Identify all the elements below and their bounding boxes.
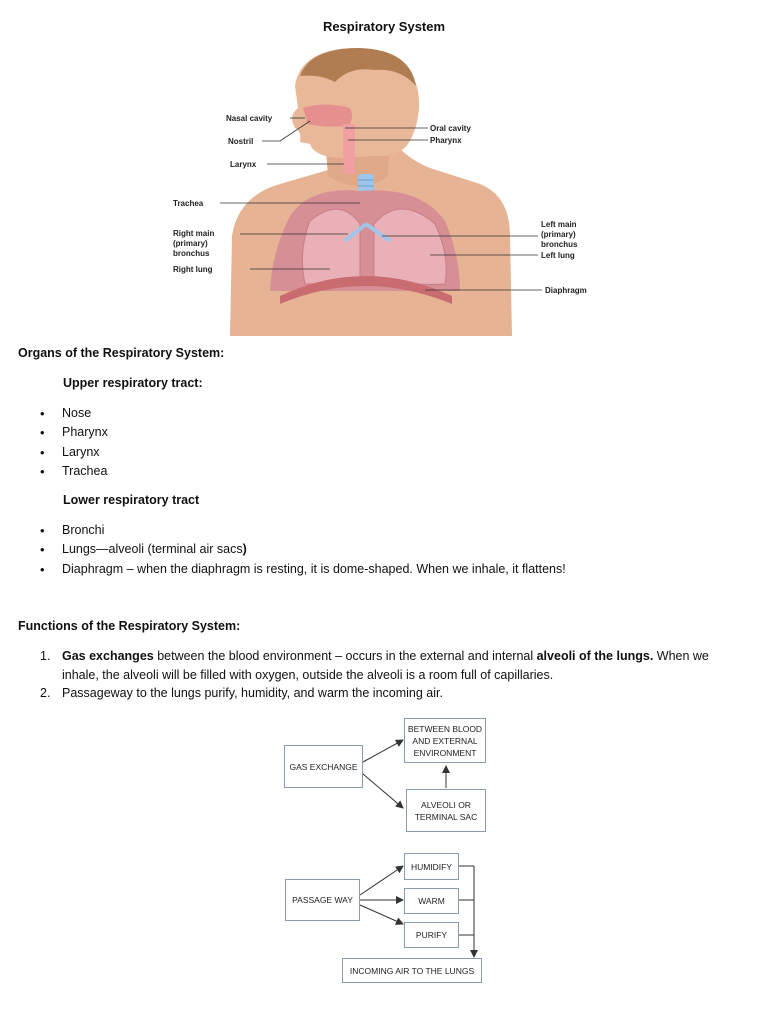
lungs-paren: ) — [242, 542, 247, 557]
list-item: • Bronchi — [18, 521, 566, 540]
warm-label: WARM — [418, 896, 445, 906]
incoming-air-label: INCOMING AIR TO THE LUNGS — [349, 965, 475, 976]
alveoli-line-2: TERMINAL SAC — [414, 811, 478, 822]
label-pharynx: Pharynx — [430, 136, 462, 145]
label-nasal-cavity: Nasal cavity — [226, 114, 273, 123]
list-item — [18, 540, 566, 559]
gas-exchange-box — [284, 745, 363, 788]
label-left-main-1: Left main — [541, 220, 577, 229]
item-number: 1. — [40, 649, 51, 663]
right-lung-shape — [302, 209, 360, 284]
arrow-gas-to-alveoli — [363, 774, 403, 808]
label-left-main-3: bronchus — [541, 240, 578, 249]
anatomy-illustration — [160, 46, 600, 336]
lungs-text: Lungs—alveoli (terminal air sacs — [62, 542, 243, 557]
between-blood-box — [404, 718, 486, 763]
item-number: 2. — [40, 686, 51, 700]
list-item — [18, 684, 718, 703]
label-left-main-2: (primary) — [541, 230, 576, 239]
arrow-passage-to-purify — [360, 905, 403, 924]
arrow-passage-to-humidify — [360, 866, 403, 895]
warm-box — [404, 888, 459, 914]
label-right-lung: Right lung — [173, 265, 213, 274]
between-line-3: ENVIRONMENT — [413, 747, 477, 758]
nasal-cavity-shape — [303, 105, 352, 127]
alveoli-bold: alveoli of the lungs. — [536, 649, 654, 663]
list-item: • Trachea — [18, 462, 108, 481]
label-oral-cavity: Oral cavity — [430, 124, 471, 133]
list-item: • Nose — [18, 404, 108, 423]
list-item — [18, 647, 718, 684]
between-line-1: BETWEEN BLOOD — [407, 723, 483, 734]
alveoli-line-1: ALVEOLI OR — [421, 799, 471, 810]
humidify-label: HUMIDIFY — [410, 861, 453, 872]
functions-heading: Functions of the Respiratory System: — [18, 619, 241, 633]
organs-heading: Organs of the Respiratory System: — [18, 346, 225, 360]
lower-tract-heading: Lower respiratory tract — [63, 493, 200, 507]
label-right-main-3: bronchus — [173, 249, 210, 258]
alveoli-box — [406, 789, 486, 832]
label-left-lung: Left lung — [541, 251, 575, 260]
label-right-main-1: Right main — [173, 229, 215, 238]
gas-exchange-label: GAS EXCHANGE — [289, 761, 358, 772]
label-nostril: Nostril — [228, 137, 254, 146]
passage-way-label: PASSAGE WAY — [292, 895, 353, 905]
pharynx-shape — [343, 124, 355, 174]
between-line-2: AND EXTERNAL — [412, 735, 478, 746]
purify-box — [404, 922, 459, 948]
functions-list — [18, 647, 718, 703]
item2-text: Passageway to the lungs purify, humidity, and warm the incoming air. — [62, 686, 443, 700]
gas-exchanges-bold: Gas exchanges — [62, 649, 154, 663]
label-right-main-2: (primary) — [173, 239, 208, 248]
upper-tract-heading: Upper respiratory tract: — [63, 376, 203, 390]
incoming-air-box — [342, 958, 482, 983]
label-trachea: Trachea — [173, 199, 204, 208]
page-title: Respiratory System — [322, 19, 446, 34]
lower-tract-list — [18, 521, 566, 579]
list-item: • Larynx — [18, 443, 108, 462]
respiratory-anatomy-figure — [160, 46, 600, 336]
item1-text-b: When we inhale, the alveoli will be filled with oxygen, outside the alveoli is a room full of capillaries. — [62, 649, 709, 682]
label-larynx: Larynx — [230, 160, 257, 169]
list-item: • Pharynx — [18, 423, 108, 442]
passage-way-box — [285, 879, 360, 921]
arrow-gas-to-between — [363, 740, 403, 762]
purify-label: PURIFY — [415, 930, 448, 940]
label-diaphragm: Diaphragm — [545, 286, 587, 295]
list-item: • Diaphragm – when the diaphragm is resting, it is dome-shaped. When we inhale, it flattens! — [18, 560, 566, 579]
humidify-box — [404, 853, 459, 880]
item1-text-a: between the blood environment – occurs in the external and internal — [153, 649, 537, 663]
upper-tract-list — [18, 404, 108, 481]
